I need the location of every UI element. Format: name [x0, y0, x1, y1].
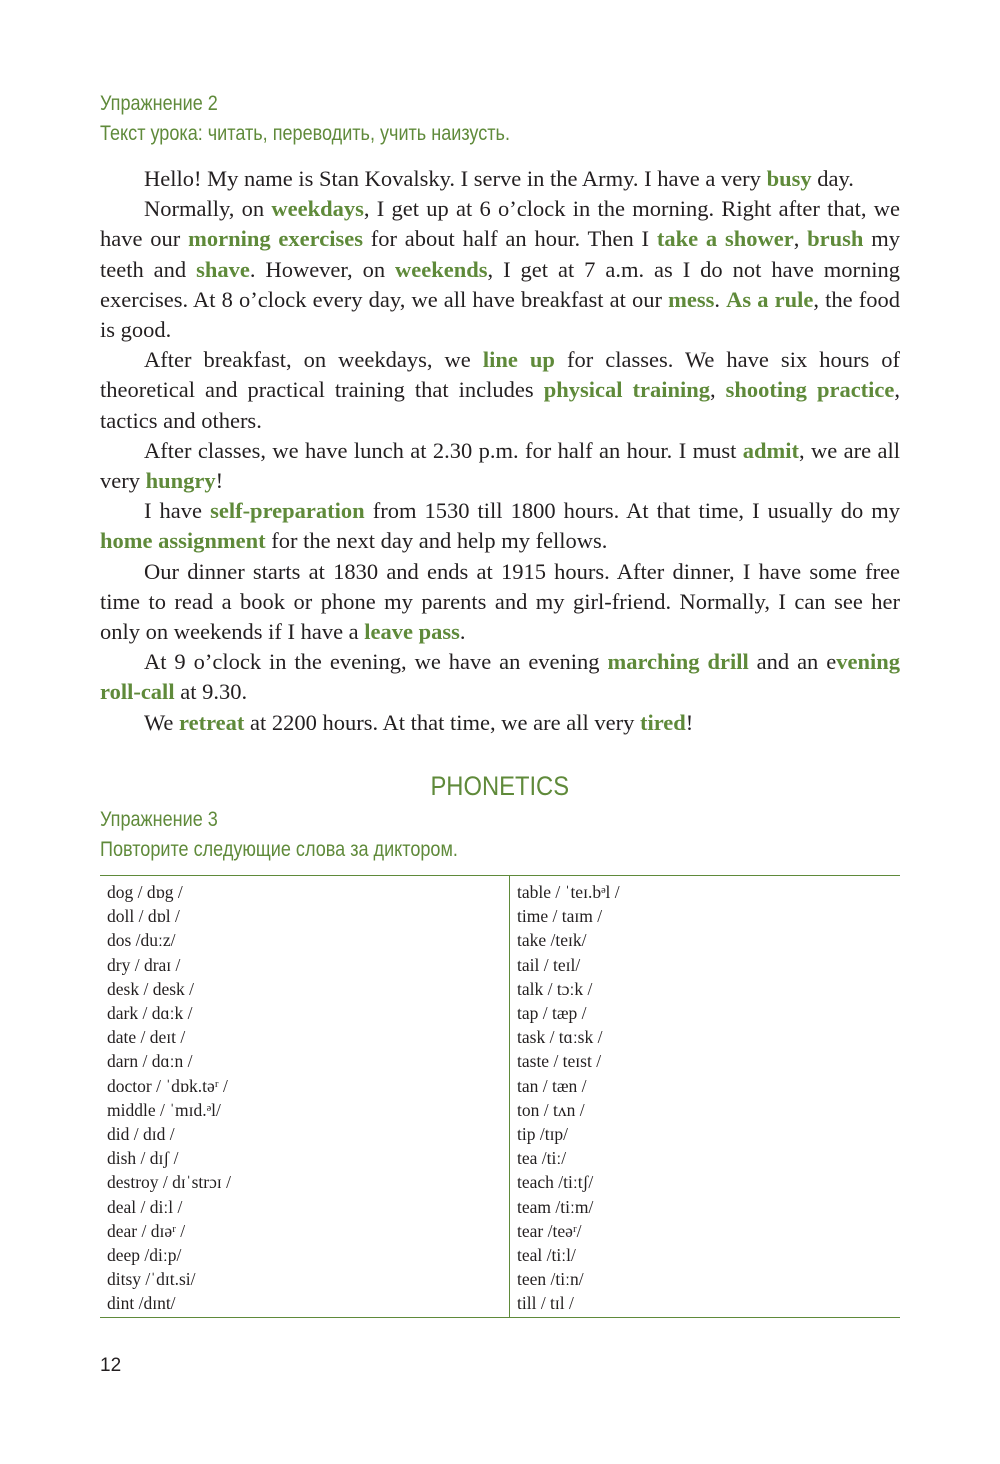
text-segment: day.: [811, 166, 854, 191]
exercise-3-header: [100, 805, 458, 865]
text-segment: . However, on: [249, 256, 396, 282]
word-entry: tear /teəʳ/: [517, 1220, 582, 1241]
vocabulary-term: admit: [742, 437, 799, 463]
vocabulary-term: mess: [668, 286, 715, 312]
vocabulary-term: As a rule: [726, 286, 814, 312]
text-segment: Our dinner starts at 1830 and ends at 1915 hours. After dinner, I have some free time to read a book or phone my parents and my girl-friend. Normally, I can see her only on weekends if I have a: [100, 558, 900, 645]
text-segment: ,: [793, 226, 808, 252]
text-segment: , we are all very: [100, 437, 900, 494]
text-segment: from 1530 till 1800 hours. At that time, I usually do my: [364, 498, 901, 524]
text-segment: Normally, on: [144, 196, 272, 222]
word-entry: middle / ˈmɪd.ᵊl/: [107, 1099, 221, 1120]
vocabulary-term: brush: [807, 226, 864, 252]
text-segment: !: [215, 468, 224, 494]
vocabulary-term: tired: [639, 709, 686, 735]
text-segment: Hello! My name is Stan Kovalsky. I serve in the Army. I have a very: [144, 166, 767, 191]
phonetics-heading: [0, 770, 1000, 802]
word-entry: destroy / dɪˈstrɔɪ /: [107, 1172, 231, 1193]
page-number: 12: [100, 1355, 122, 1376]
word-entry: dos /duːz/: [107, 930, 176, 951]
text-paragraph: [100, 436, 900, 496]
text-segment: for the next day and help my fellows.: [265, 528, 608, 554]
word-entry: team /tiːm/: [517, 1196, 594, 1217]
text-segment: , tactics and others.: [100, 377, 901, 433]
word-entry: darn / dɑːn /: [107, 1051, 193, 1072]
text-segment: at 2200 hours. At that time, we are all very: [244, 709, 640, 735]
word-entry: desk / desk /: [107, 978, 195, 999]
text-segment: After classes, we have lunch at 2.30 p.m. for half an hour. I must: [144, 437, 743, 463]
word-entry: dark / dɑːk /: [107, 1003, 193, 1024]
vocabulary-term: marching drill: [607, 649, 749, 675]
text-segment: and an e: [748, 649, 837, 675]
text-paragraph: [100, 194, 900, 345]
word-entry: till / tɪl /: [517, 1293, 574, 1314]
word-entry: dog / dɒg /: [107, 882, 183, 902]
text-paragraph: [100, 496, 900, 556]
vocabulary-term: line up: [482, 347, 555, 373]
vocabulary-term: take a shower: [656, 226, 794, 252]
pronunciation-table: [100, 875, 900, 1318]
word-entry: talk / tɔːk /: [517, 978, 593, 999]
text-paragraph: [100, 647, 900, 707]
vocabulary-term: morning exercises: [188, 226, 363, 252]
text-segment: ,: [710, 377, 726, 403]
word-entry: date / deɪt /: [107, 1027, 186, 1048]
word-entry: doctor / ˈdɒk.təʳ /: [107, 1075, 228, 1096]
vocabulary-term: shave: [196, 256, 250, 282]
vocabulary-term: weekdays: [271, 196, 364, 222]
exercise-2-instruction: Текст урока: читать, переводить, учить наизусть.: [100, 122, 510, 145]
word-entry: tea /tiː/: [517, 1148, 567, 1169]
word-entry: tan / tæn /: [517, 1075, 587, 1096]
word-entry: taste / teɪst /: [517, 1051, 602, 1072]
vocabulary-term: physical training: [543, 377, 710, 403]
vocabulary-term: shooting practice: [725, 377, 895, 403]
exercise-3-title: Упражнение 3: [100, 808, 218, 831]
exercise-2-title: Упражнение 2: [100, 92, 218, 115]
vocabulary-term: self-preparation: [210, 498, 365, 524]
word-entry: table / ˈteɪ.bᵊl /: [517, 882, 620, 902]
d-words-column: [107, 880, 502, 1316]
word-entry: doll / dɒl /: [107, 906, 180, 927]
text-segment: for about half an hour. Then I: [362, 226, 657, 252]
vocabulary-term: vening roll-call: [100, 649, 900, 705]
word-entry: take /teɪk/: [517, 930, 587, 951]
word-entry: task / tɑːsk /: [517, 1027, 603, 1048]
word-entry: dear / dɪəʳ /: [107, 1220, 186, 1241]
text-segment: After breakfast, on weekdays, we: [144, 347, 483, 373]
phonetics-title: PHONETICS: [430, 771, 570, 801]
exercise-3-instruction: Повторите следующие слова за диктором.: [100, 838, 458, 861]
text-segment: for classes. We have six hours of theoretical and practical training that includes: [100, 347, 901, 403]
word-entry: deep /diːp/: [107, 1245, 182, 1266]
word-entry: deal / diːl /: [107, 1196, 183, 1217]
column-divider: [509, 876, 510, 1317]
text-segment: .: [714, 286, 727, 312]
word-entry: did / dɪd /: [107, 1124, 175, 1145]
lesson-text: [100, 164, 900, 738]
text-segment: at 9.30.: [174, 679, 248, 705]
text-segment: .: [459, 619, 466, 645]
word-entry: teen /tiːn/: [517, 1269, 584, 1290]
text-segment: At 9 o’clock in the evening, we have an evening: [144, 649, 608, 675]
text-segment: , I get up at 6 o’clock in the morning. Right after that, we have our: [100, 196, 900, 252]
word-entry: ditsy /ˈdɪt.si/: [107, 1269, 196, 1290]
word-entry: dry / draɪ /: [107, 954, 181, 975]
word-entry: tip /tɪp/: [517, 1124, 569, 1145]
vocabulary-term: hungry: [145, 468, 216, 494]
vocabulary-term: leave pass: [364, 619, 460, 645]
word-entry: ton / tʌn /: [517, 1099, 585, 1120]
word-entry: teach /tiːtʃ/: [517, 1172, 594, 1193]
vocabulary-term: busy: [766, 166, 812, 191]
text-paragraph: [100, 345, 900, 436]
text-segment: !: [685, 709, 694, 735]
word-entry: dint /dɪnt/: [107, 1293, 176, 1314]
text-segment: We: [144, 709, 180, 735]
exercise-2-header: [100, 89, 510, 149]
word-entry: teal /tiːl/: [517, 1245, 576, 1266]
vocabulary-term: retreat: [179, 709, 245, 735]
word-entry: tap / tæp /: [517, 1003, 587, 1024]
word-entry: tail / teɪl/: [517, 954, 581, 975]
text-segment: , I get at 7 a.m. as I do not have morning exercises. At 8 o’clock every day, we all have breakfast at our: [100, 256, 900, 312]
text-segment: , the food is good.: [100, 286, 901, 343]
word-entry: dish / dɪʃ /: [107, 1148, 179, 1169]
text-paragraph: [100, 708, 900, 738]
t-words-column: [517, 880, 897, 1316]
word-entry: time / taɪm /: [517, 906, 603, 927]
text-paragraph: [100, 557, 900, 648]
vocabulary-term: weekends: [395, 256, 488, 282]
text-paragraph: [100, 164, 900, 194]
vocabulary-term: home assignment: [100, 528, 266, 554]
text-segment: I have: [144, 498, 211, 524]
text-segment: my teeth and: [100, 226, 900, 282]
